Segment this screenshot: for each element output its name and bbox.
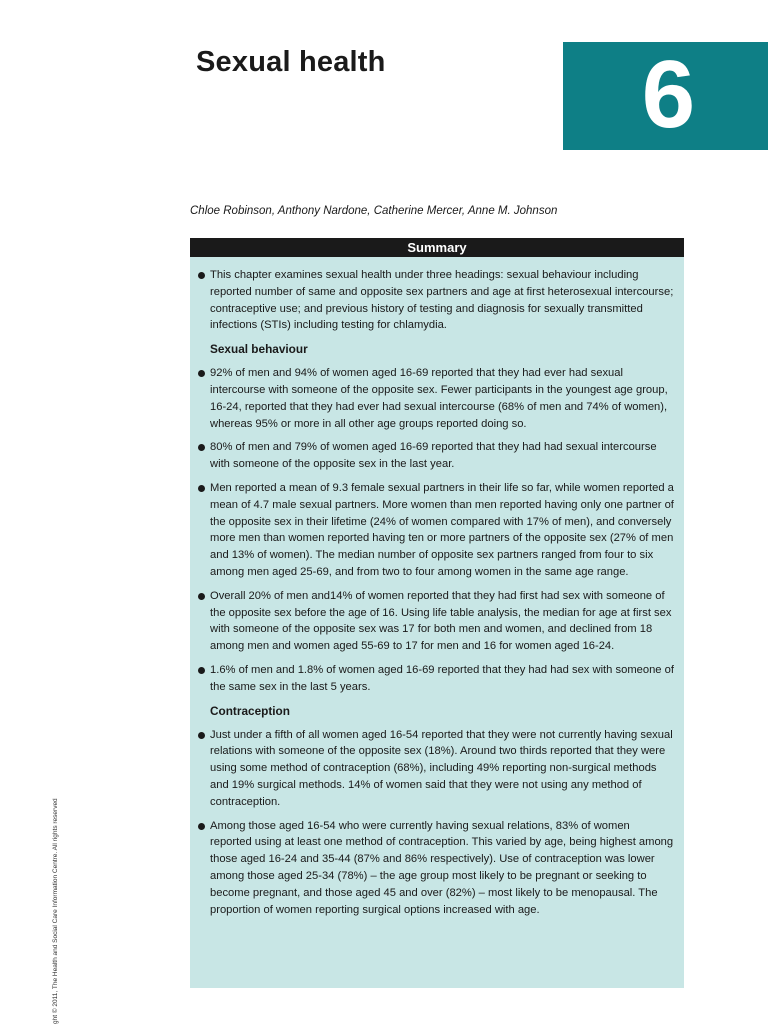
summary-heading: Summary (190, 238, 684, 257)
list-item (198, 727, 674, 811)
chapter-title: Sexual health (196, 46, 386, 78)
list-item-text: 92% of men and 94% of women aged 16-69 reported that they had ever had sexual intercourse with someone of the opposite sex. Fewer participants in the youngest age group, 16-24, reported that they had ever had sexual intercourse (68% of men and 74% of women), whereas 95% or more in all other age groups reported doing so. (210, 367, 668, 430)
chapter-number: 6 (641, 41, 696, 148)
bullet-icon (198, 272, 205, 279)
section-heading-sexual-behaviour: Sexual behaviour (210, 342, 308, 357)
chapter-number-box (563, 42, 768, 150)
summary-body (190, 257, 684, 918)
list-item (198, 439, 674, 473)
bullet-icon (198, 732, 205, 739)
list-item-text: Just under a fifth of all women aged 16-54 reported that they were not currently having sexual relations with someone of the opposite sex (18%). Around two thirds reported that they were using some method of contraception (68%), including 49% reporting non-surgical methods and 19% surgical methods. 14% of women said that they were not using any method of contraception. (210, 728, 673, 808)
list-item (198, 662, 674, 696)
list-item (198, 480, 674, 581)
list-item (198, 588, 674, 655)
list-item (198, 365, 674, 432)
list-item-text: Men reported a mean of 9.3 female sexual partners in their life so far, while women reported a mean of 4.7 male sexual partners. More women than men reported having only one partner of the opposite sex in their lifetime (24% of women compared with 17% of men), and conversely more men than women reported having ten or more partners of the opposite sex (27% of men and 13% of women). The median number of opposite sex partners ranged from four to six among men aged 25-69, and from two to four among women in the same age range. (210, 481, 674, 578)
bullet-icon (198, 444, 205, 451)
list-item-text: Overall 20% of men and14% of women reported that they had first had sex with someone of the opposite sex before the age of 16. Using life table analysis, the median for age at first sex with someone of the opposite sex was 17 for both men and women, and declined from 18 among men and women aged 55-69 to 17 for men and 16 for women aged 16-24. (210, 589, 672, 653)
summary-box (190, 238, 684, 988)
authors-line: Chloe Robinson, Anthony Nardone, Catherine Mercer, Anne M. Johnson (190, 205, 558, 217)
copyright-notice: ght © 2011, The Health and Social Care Information Centre. All rights reserved (52, 798, 59, 1024)
summary-intro-text: This chapter examines sexual health under three headings: sexual behaviour including reported number of same and opposite sex partners and age at first heterosexual intercourse; contraceptive use; and previous history of testing and diagnosis for sexually transmitted infections (STIs) including testing for chlamydia. (210, 269, 674, 332)
bullet-icon (198, 593, 205, 600)
list-item-text: Among those aged 16-54 who were currently having sexual relations, 83% of women reported using at least one method of contraception. This varied by age, being highest among those aged 16-24 and 35-44 (87% and 86% respectively). Use of contraception was lower among those aged 25-34 (78%) – the age group most likely to be pregnant or seeking to become pregnant, and those aged 45 and over (82%) – most likely to be menopausal. The proportion of women reporting surgical options increased with age. (210, 819, 674, 916)
list-item (198, 818, 674, 919)
bullet-icon (198, 370, 205, 377)
bullet-icon (198, 823, 205, 830)
list-item-text: 1.6% of men and 1.8% of women aged 16-69 reported that they had had sex with someone of the same sex in the last 5 years. (210, 663, 674, 693)
bullet-icon (198, 485, 205, 492)
summary-intro-item (198, 267, 674, 334)
section-heading-contraception: Contraception (210, 703, 290, 718)
list-item-text: 80% of men and 79% of women aged 16-69 reported that they had had sexual intercourse with someone of the opposite sex in the last year. (210, 441, 657, 471)
bullet-icon (198, 667, 205, 674)
